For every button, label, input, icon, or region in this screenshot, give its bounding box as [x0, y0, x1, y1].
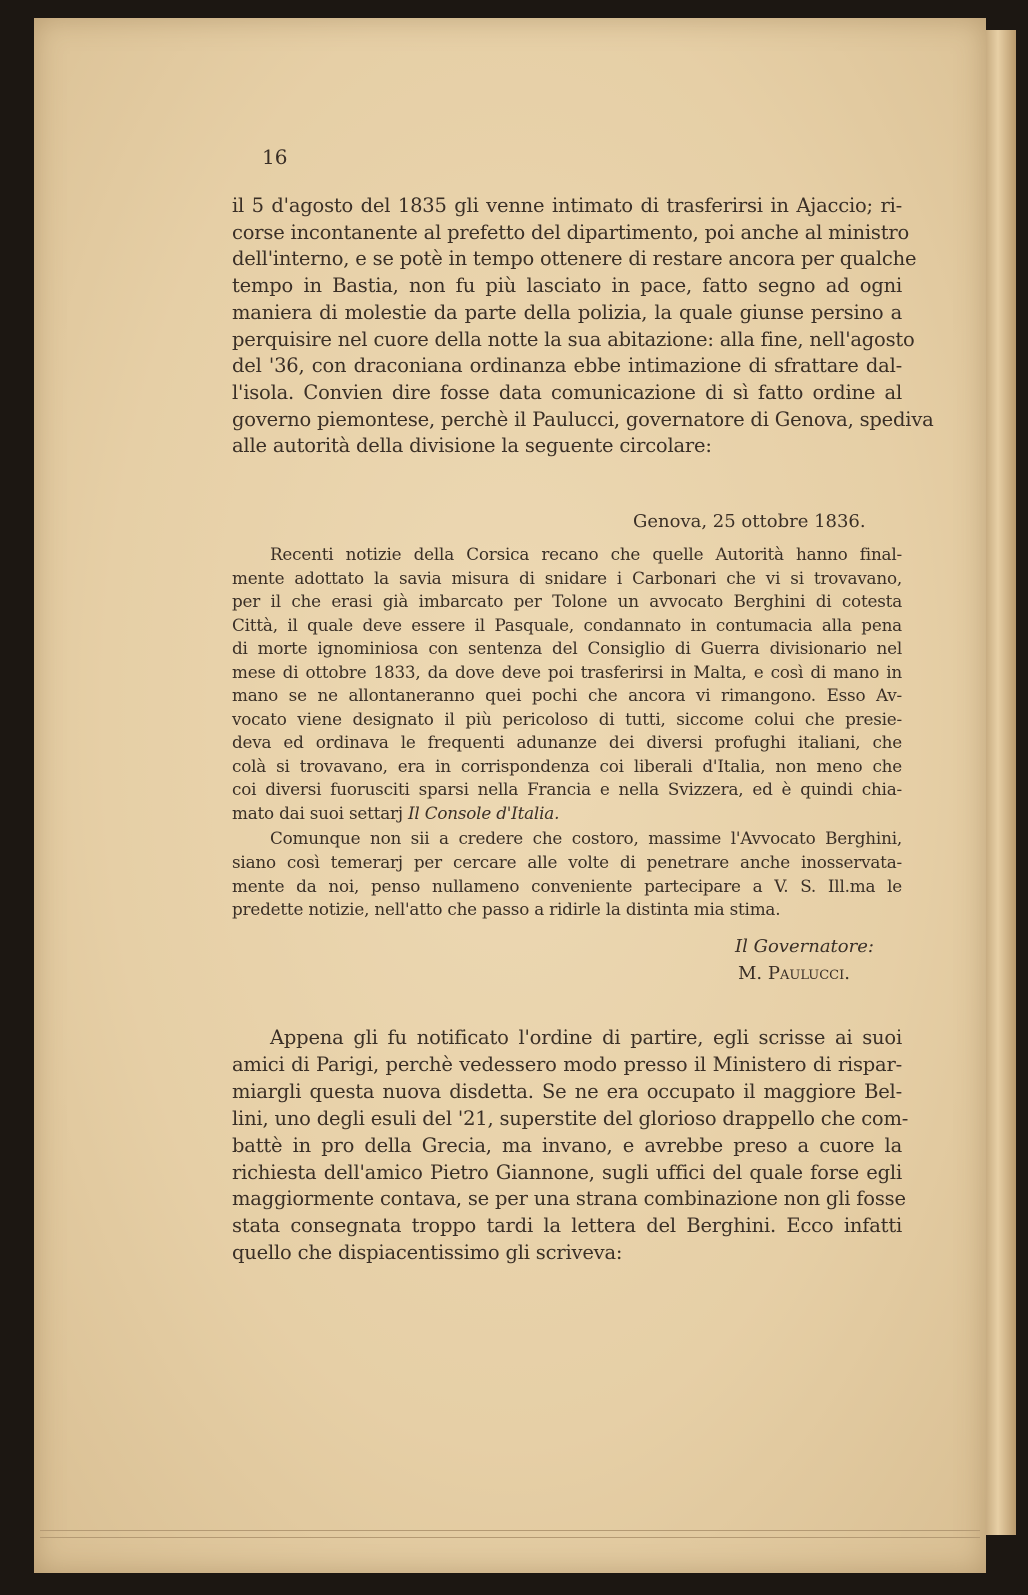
- letter-dateline: Genova, 25 ottobre 1836.: [633, 511, 866, 532]
- signature-name: M. Paulucci.: [738, 963, 850, 984]
- text-line: Appena gli fu notificato l'ordine di partire, egli scrisse ai suoi: [270, 1026, 902, 1049]
- text-line: maggiormente contava, se per una strana combinazione non gli fosse: [232, 1187, 906, 1211]
- text-line: battè in pro della Grecia, ma invano, e avrebbe preso a cuore la: [232, 1133, 902, 1157]
- text-line: perquisire nel cuore della notte la sua abitazione: alla fine, nell'agosto: [232, 327, 915, 351]
- text-line: lini, uno degli esuli del '21, superstite del glorioso drappello che com-: [232, 1106, 909, 1130]
- text-line: tempo in Bastia, non fu più lasciato in pace, fatto segno ad ogni: [232, 274, 902, 298]
- signature-title: Il Governatore:: [735, 936, 874, 957]
- text-line: stata consegnata troppo tardi la lettera del Berghini. Ecco infatti: [232, 1214, 902, 1238]
- page-bottom-edge: [40, 1530, 980, 1538]
- italic-title: Il Console d'Italia.: [407, 803, 560, 823]
- text-line: vocato viene designato il più pericoloso di tutti, siccome colui che presie-: [232, 708, 902, 729]
- letter-line: mato dai suoi settarj Il Console d'Italia.: [232, 803, 560, 823]
- text-line: amici di Parigi, perchè vedessero modo presso il Ministero di rispar-: [232, 1052, 902, 1076]
- text-line: siano così temerarj per cercare alle volte di penetrare anche inosservata-: [232, 851, 902, 872]
- text-line: Recenti notizie della Corsica recano che quelle Autorità hanno final-: [270, 544, 902, 564]
- text-line: del '36, con draconiana ordinanza ebbe intimazione di sfrattare dal-: [232, 354, 902, 378]
- text-line: mente adottato la savia misura di snidare i Carbonari che vi si trovavano,: [232, 567, 902, 588]
- text-line: predette notizie, nell'atto che passo a ridirle la distinta mia stima.: [232, 899, 781, 920]
- text-line: Città, il quale deve essere il Pasquale, condannato in contumacia alla pena: [232, 614, 902, 635]
- page-number: 16: [262, 145, 288, 169]
- text-line: governo piemontese, perchè il Paulucci, governatore di Genova, spediva: [232, 407, 934, 431]
- text-line: mente da noi, penso nullameno conveniente partecipare a V. S. Ill.ma le: [232, 875, 902, 896]
- text-line: richiesta dell'amico Pietro Giannone, sugli uffici del quale forse egli: [232, 1160, 902, 1184]
- next-page-edge: [986, 30, 1016, 1535]
- text-line: il 5 d'agosto del 1835 gli venne intimato di trasferirsi in Ajaccio; ri-: [232, 194, 902, 217]
- text-line: mano se ne allontaneranno quei pochi che ancora vi rimangono. Esso Av-: [232, 685, 902, 705]
- text-line: Comunque non sii a credere che costoro, massime l'Avvocato Berghini,: [270, 828, 902, 848]
- text-line: miargli questa nuova disdetta. Se ne era occupato il maggiore Bel-: [232, 1079, 902, 1103]
- text-line: di morte ignominiosa con sentenza del Consiglio di Guerra divisionario nel: [232, 638, 902, 658]
- text-line: mese di ottobre 1833, da dove deve poi trasferirsi in Malta, e così di mano in: [232, 661, 902, 682]
- text-line: l'isola. Convien dire fosse data comunicazione di sì fatto ordine al: [232, 380, 902, 404]
- text-line: maniera di molestie da parte della polizia, la quale giunse persino a: [232, 300, 902, 324]
- text-line: corse incontanente al prefetto del dipartimento, poi anche al ministro: [232, 220, 910, 244]
- text-line: quello che dispiacentissimo gli scriveva:: [232, 1241, 623, 1265]
- text-line: alle autorità della divisione la seguente circolare:: [232, 434, 712, 458]
- text-line: coi diversi fuorusciti sparsi nella Francia e nella Svizzera, ed è quindi chia-: [232, 779, 902, 799]
- text-line: dell'interno, e se potè in tempo ottenere di restare ancora per qualche: [232, 247, 917, 271]
- text-line: per il che erasi già imbarcato per Tolone un avvocato Berghini di cotesta: [232, 591, 902, 611]
- text-line: colà si trovavano, era in corrispondenza coi liberali d'Italia, non meno che: [232, 755, 902, 776]
- text-line: deva ed ordinava le frequenti adunanze dei diversi profughi italiani, che: [232, 732, 902, 752]
